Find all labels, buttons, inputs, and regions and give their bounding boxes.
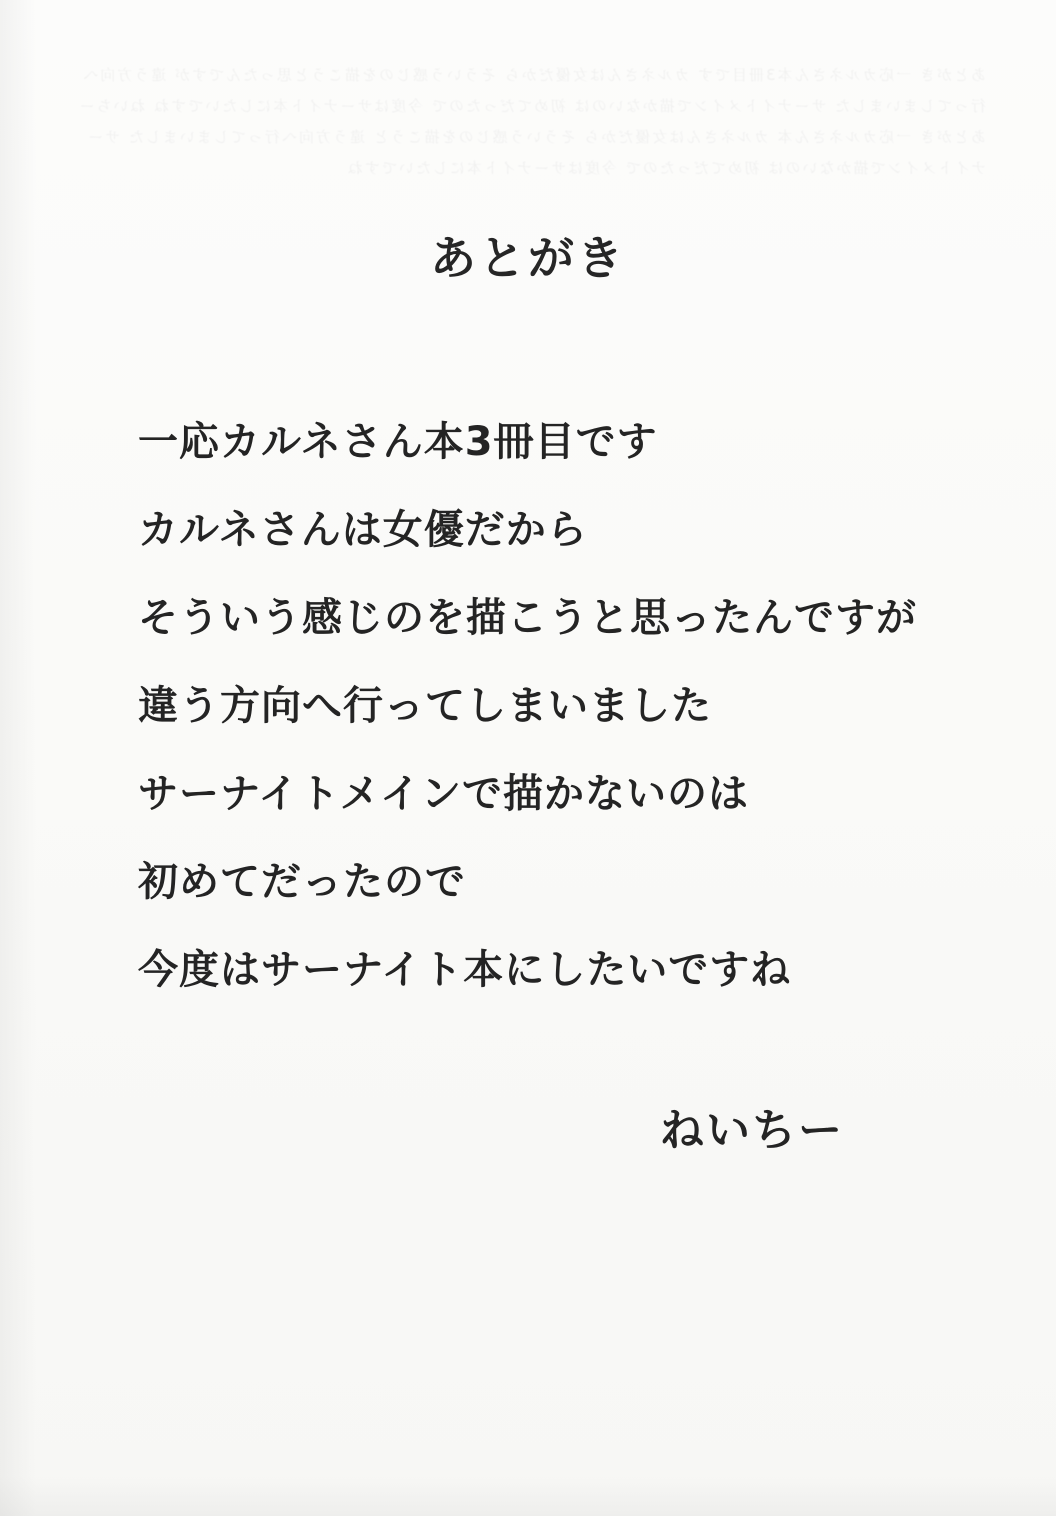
- body-line: 一応カルネさん本3冊目です: [138, 419, 658, 465]
- afterword-body: [138, 398, 998, 1014]
- body-line: 今度はサーナイト本にしたいですね: [138, 947, 792, 993]
- body-line: 違う方向へ行ってしまいました: [138, 683, 712, 729]
- body-line: カルネさんは女優だから: [138, 507, 588, 553]
- body-line: 初めてだったので: [138, 859, 466, 905]
- body-line: サーナイトメインで描かないのは: [138, 771, 749, 817]
- author-signature: ねいちー: [660, 1105, 844, 1156]
- page-title: あとがき: [430, 231, 626, 285]
- page-edge-shadow-bottom: [0, 1476, 1056, 1516]
- body-line: そういう感じのを描こうと思ったんですが: [138, 595, 917, 641]
